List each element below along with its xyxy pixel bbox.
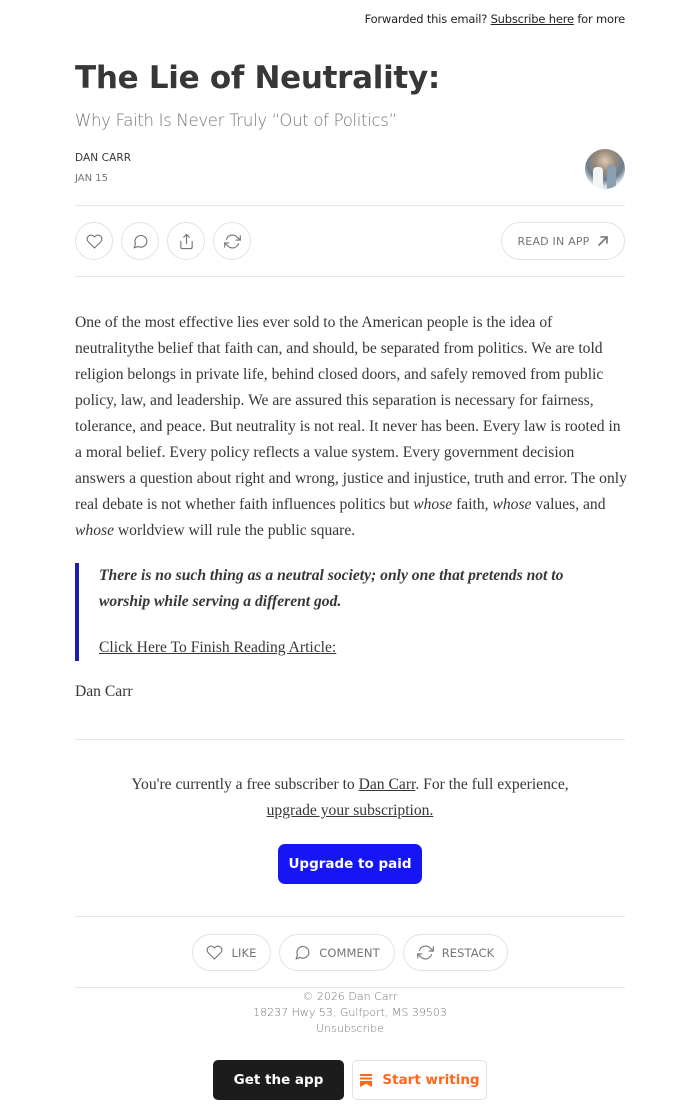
comment-button[interactable] [121,222,159,260]
divider [75,916,625,917]
post-subtitle: Why Faith Is Never Truly “Out of Politics” [75,111,397,130]
share-button[interactable] [167,222,205,260]
emphasis: whose [413,496,453,513]
divider [75,987,625,988]
like-pill-button[interactable] [192,934,271,971]
get-the-app-button[interactable]: Get the app [213,1060,344,1100]
copyright: © 2026 Dan Carr [302,990,398,1003]
forward-notice [365,12,625,26]
emphasis: whose [75,522,114,539]
forward-suffix: for more [577,12,625,26]
comment-icon [294,944,311,961]
signature: Dan Carr [75,683,133,700]
emphasis: whose [492,496,532,513]
divider [75,739,625,740]
footer [75,989,625,1037]
upgrade-subscription-link[interactable]: upgrade your subscription. [266,802,434,819]
subscription-notice [75,772,625,824]
notice-text: You're currently a free subscriber to [131,776,359,793]
upgrade-to-paid-button[interactable]: Upgrade to paid [278,844,422,884]
substack-logo-icon [359,1073,373,1087]
start-writing-button[interactable] [352,1060,487,1100]
paragraph-text: One of the most effective lies ever sold to the American people is the idea of neutralitythe belief that faith can, and should, be separated from politics. We are told religion belongs in private life, behind closed doors, and safely removed from public policy, law, and leadership. We are assured this separation is necessary for fairness, tolerance, and peace. But neutrality is not real. It never has been. Every law is rooted in a moral belief. Every policy reflects a value system. Every government decision answers a question about right and wrong, justice and injustice, truth and error. The only real debate is not whether faith influences politics but [75,314,627,513]
arrow-up-right-icon [597,235,609,247]
like-button[interactable] [75,222,113,260]
notice-text: . For the full experience, [415,776,569,793]
address: 18237 Hwy 53, Gulfport, MS 39503 [253,1006,447,1019]
author-link[interactable]: Dan Carr [358,776,416,793]
read-in-app-button[interactable] [501,222,625,260]
quote-text: There is no such thing as a neutral society; only one that pretends not to worship while serving a different god. [99,567,564,610]
paragraph-text: values, and [531,496,606,513]
comment-icon [132,233,149,250]
like-label: LIKE [231,945,257,960]
paragraph-text: worldview will rule the public square. [113,522,356,539]
divider [75,205,625,206]
share-icon [178,233,195,250]
restack-pill-button[interactable] [403,934,508,971]
author-name[interactable]: DAN CARR [75,152,132,164]
restack-icon [417,944,434,961]
author-avatar[interactable] [585,149,625,189]
unsubscribe-link[interactable]: Unsubscribe [316,1022,384,1035]
comment-pill-button[interactable] [279,934,395,971]
restack-label: RESTACK [441,945,495,960]
comment-label: COMMENT [319,945,380,960]
post-title[interactable]: The Lie of Neutrality: [75,60,440,96]
subscribe-link[interactable]: Subscribe here [490,12,574,26]
paragraph-text: faith, [452,496,493,513]
start-writing-label: Start writing [382,1072,480,1088]
restack-icon [224,233,241,250]
post-date: JAN 15 [75,173,108,184]
forward-prefix: Forwarded this email? [364,12,488,26]
pull-quote [75,563,615,661]
finish-reading-link[interactable]: Click Here To Finish Reading Article: [99,639,337,656]
heart-icon [86,233,103,250]
restack-button[interactable] [213,222,251,260]
article-paragraph [75,310,627,544]
read-in-app-label: READ IN APP [517,234,590,248]
divider [75,276,625,277]
heart-icon [206,944,223,961]
